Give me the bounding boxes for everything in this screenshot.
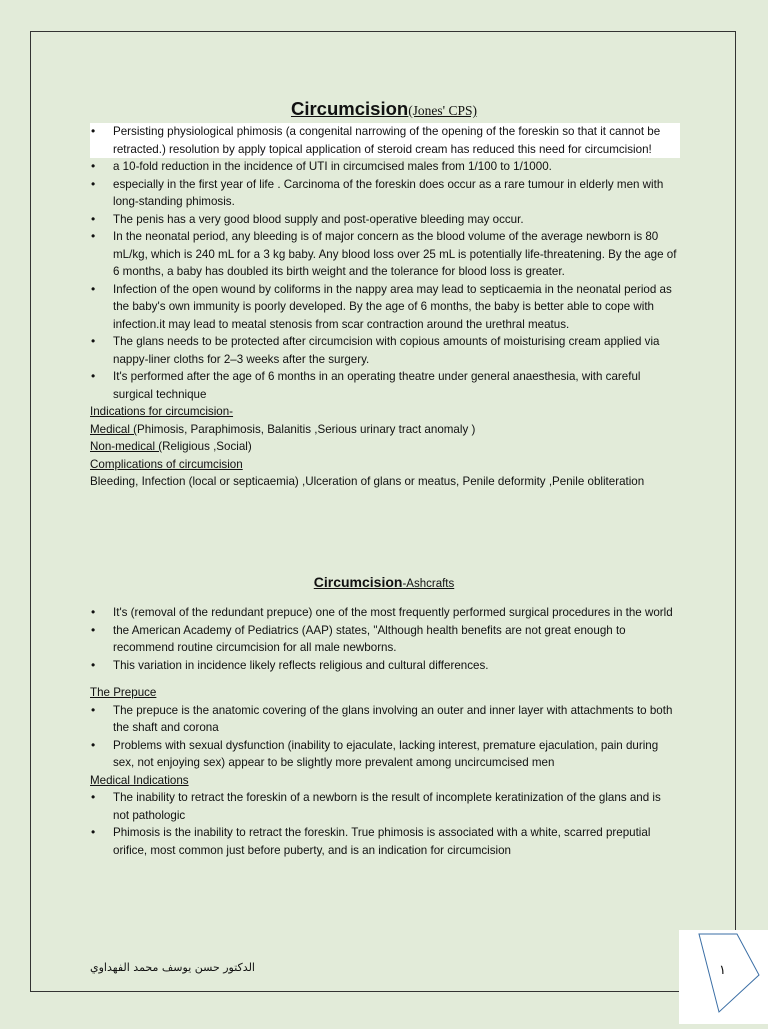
author-footer: الدكتور حسن يوسف محمد الفهداوي bbox=[90, 961, 255, 974]
complications-text: Bleeding, Infection (local or septicaemia) ,Ulceration of glans or meatus, Penile deformity ,Penile obliteration bbox=[90, 475, 645, 488]
list-item: • It's (removal of the redundant prepuce) one of the most frequently performed surgical procedures in the world bbox=[90, 604, 680, 622]
title-main: Circumcision bbox=[290, 98, 409, 119]
prepuce-heading: The Prepuce bbox=[90, 686, 157, 699]
medical-indications-list bbox=[90, 789, 680, 859]
page-number: ١ bbox=[719, 963, 726, 978]
list-item: • It's performed after the age of 6 months in an operating theatre under general anaesthesia, with careful surgical technique bbox=[90, 368, 680, 403]
list-item: • This variation in incidence likely reflects religious and cultural differences. bbox=[90, 657, 680, 675]
list-item: • The inability to retract the foreskin of a newborn is the result of incomplete keratinization of the glans and is not pathologic bbox=[90, 789, 680, 824]
list-item: • the American Academy of Pediatrics (AAP) states, "Although health benefits are not great enough to recommend routine circumcision for all male newborns. bbox=[90, 622, 680, 657]
page-number-diamond bbox=[679, 930, 768, 1024]
list-item: • Problems with sexual dysfunction (inability to ejaculate, lacking interest, premature ejaculation, pain during sex, not enjoying sex) appear to be slightly more prevalent among uncircumcised men bbox=[90, 737, 680, 772]
list-item: • In the neonatal period, any bleeding is of major concern as the blood volume of the average newborn is 80 mL/kg, which is 240 mL for a 3 kg baby. Any blood loss over 25 mL is potentially life-threatening. By the age of 6 months, a baby has doubled its birth weight and the tolerance for blood loss is greater. bbox=[90, 228, 680, 281]
title2-source: -Ashcrafts bbox=[402, 578, 455, 590]
list-item: • Infection of the open wound by coliforms in the nappy area may lead to septicaemia in the neonatal period as the baby's own immunity is poorly developed. By the age of 6 months, the baby is better able to cope with infection.it may lead to meatal stenosis from scar contraction around the urethral meatus. bbox=[90, 281, 680, 334]
section-ashcrafts bbox=[90, 604, 680, 859]
title-source: (Jones' CPS) bbox=[408, 103, 478, 118]
title2-main: Circumcision bbox=[313, 574, 403, 590]
medical-indications-heading: Medical Indications bbox=[90, 773, 189, 787]
indications-heading: Indications for circumcision- bbox=[90, 405, 234, 418]
page-number-box bbox=[679, 930, 768, 1024]
prepuce-list bbox=[90, 702, 680, 772]
list-item: • The prepuce is the anatomic covering of the glans involving an outer and inner layer with attachments to both the shaft and corona bbox=[90, 702, 680, 737]
section-jones bbox=[90, 123, 680, 491]
list-item: • a 10-fold reduction in the incidence of UTI in circumcised males from 1/100 to 1/1000. bbox=[90, 158, 680, 176]
medical-indications-line: Medical (Phimosis, Paraphimosis, Balanitis ,Serious urinary tract anomaly ) bbox=[90, 422, 476, 436]
nonmedical-indications-line: Non-medical (Religious ,Social) bbox=[90, 440, 252, 453]
complications-heading: Complications of circumcision bbox=[90, 457, 243, 471]
list-item: • Persisting physiological phimosis (a congenital narrowing of the opening of the foreskin so that it cannot be retracted.) resolution by apply topical application of steroid cream has reduced this need for circumcision! bbox=[90, 123, 680, 158]
list-item: • The penis has a very good blood supply and post-operative bleeding may occur. bbox=[90, 211, 680, 229]
jones-bullet-list bbox=[90, 123, 680, 403]
list-item: • especially in the first year of life . Carcinoma of the foreskin does occur as a rare tumour in elderly men with long-standing phimosis. bbox=[90, 176, 680, 211]
list-item: • The glans needs to be protected after circumcision with copious amounts of moisturising cream applied via nappy-liner cloths for 2–3 weeks after the surgery. bbox=[90, 333, 680, 368]
list-item: • Phimosis is the inability to retract the foreskin. True phimosis is associated with a white, scarred preputial orifice, most common just before puberty, and is an indication for circumcision bbox=[90, 824, 680, 859]
section-title-ashcrafts bbox=[0, 574, 768, 590]
page-title bbox=[0, 98, 768, 120]
ashcrafts-bullet-list bbox=[90, 604, 680, 674]
